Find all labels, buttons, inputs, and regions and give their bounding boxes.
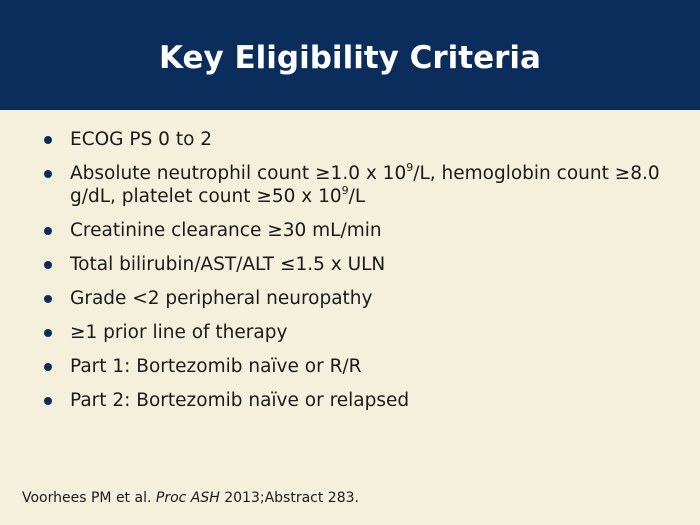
list-item — [44, 128, 674, 151]
title-bar — [0, 0, 700, 110]
list-item — [44, 389, 674, 412]
criterion-text: ≥1 prior line of therapy — [70, 322, 288, 343]
criterion-text: Grade <2 peripheral neuropathy — [70, 288, 373, 309]
bullet-dot-icon — [44, 227, 52, 235]
criterion-text: Part 2: Bortezomib naïve or relapsed — [70, 390, 410, 411]
list-item — [44, 219, 674, 242]
bullet-dot-icon — [44, 136, 52, 144]
criterion-text: Part 1: Bortezomib naïve or R/R — [70, 356, 362, 377]
criterion-text: ECOG PS 0 to 2 — [70, 129, 213, 150]
criterion-text: Creatinine clearance ≥30 mL/min — [70, 220, 382, 241]
bullet-dot-icon — [44, 397, 52, 405]
list-item — [44, 253, 674, 276]
bullet-dot-icon — [44, 329, 52, 337]
citation: Voorhees PM et al. Proc ASH 2013;Abstract 283. — [22, 490, 359, 506]
bullet-dot-icon — [44, 261, 52, 269]
bullet-dot-icon — [44, 295, 52, 303]
slide-title: Key Eligibility Criteria — [159, 40, 541, 76]
list-item — [44, 355, 674, 378]
list-item — [44, 321, 674, 344]
list-item — [44, 162, 674, 208]
bullet-dot-icon — [44, 170, 52, 178]
list-item — [44, 287, 674, 310]
criterion-text: Absolute neutrophil count ≥1.0 x $10^9/L$, hemoglobin count ≥8.0 g/dL, platelet count ≥50 x $10^9/L$ — [70, 160, 660, 207]
bullet-dot-icon — [44, 363, 52, 371]
criteria-list — [44, 128, 674, 423]
criterion-text: Total bilirubin/AST/ALT ≤1.5 x ULN — [70, 254, 386, 275]
